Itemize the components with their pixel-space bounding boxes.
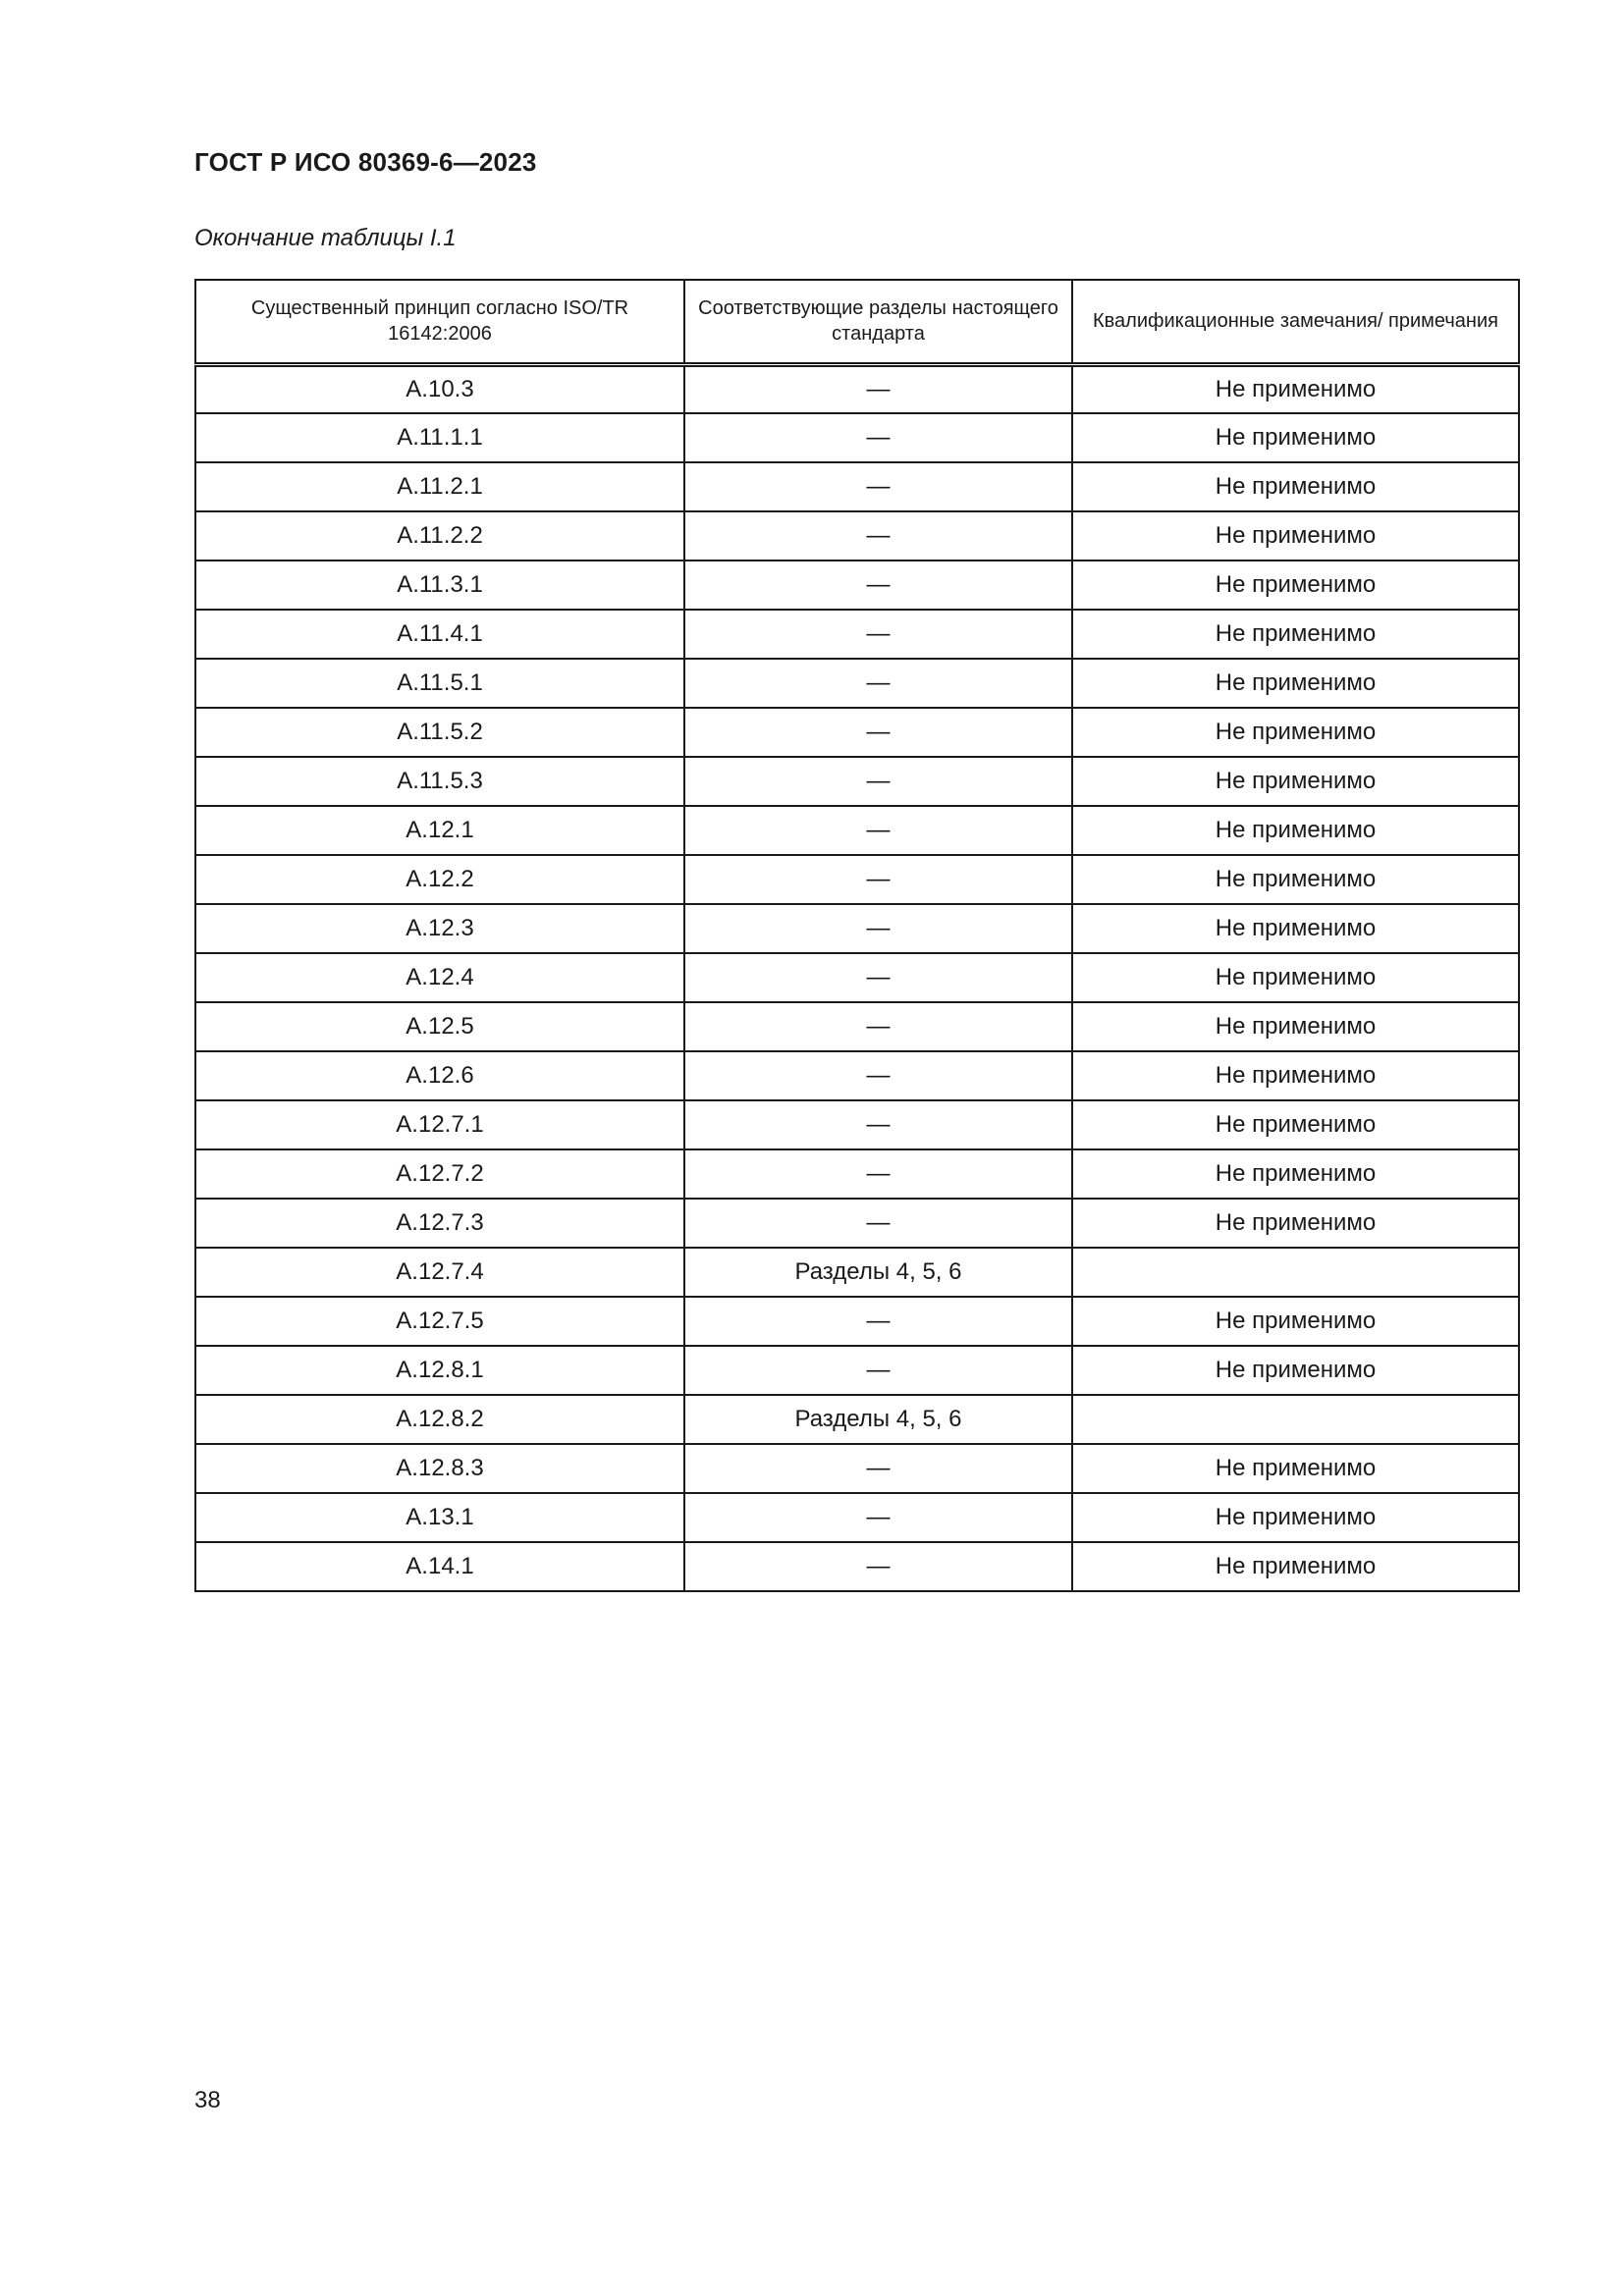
table-row <box>195 610 1519 659</box>
cell-principle: А.12.7.5 <box>195 1297 684 1346</box>
cell-remarks <box>1072 1395 1519 1444</box>
table-row <box>195 855 1519 904</box>
cell-principle: А.11.2.1 <box>195 462 684 511</box>
cell-principle: А.12.7.3 <box>195 1199 684 1248</box>
cell-sections: — <box>684 511 1072 561</box>
cell-remarks: Не применимо <box>1072 1149 1519 1199</box>
cell-sections: — <box>684 1297 1072 1346</box>
cell-sections: — <box>684 806 1072 855</box>
table-row <box>195 904 1519 953</box>
cell-sections: — <box>684 1051 1072 1100</box>
table-row <box>195 364 1519 413</box>
cell-sections: — <box>684 708 1072 757</box>
table-row <box>195 561 1519 610</box>
cell-remarks: Не применимо <box>1072 610 1519 659</box>
cell-remarks: Не применимо <box>1072 855 1519 904</box>
table-caption: Окончание таблицы I.1 <box>194 225 457 251</box>
cell-principle: А.13.1 <box>195 1493 684 1542</box>
cell-remarks: Не применимо <box>1072 659 1519 708</box>
cell-sections: Разделы 4, 5, 6 <box>684 1248 1072 1297</box>
cell-sections: — <box>684 561 1072 610</box>
cell-remarks: Не применимо <box>1072 1002 1519 1051</box>
cell-sections: — <box>684 953 1072 1002</box>
cell-remarks: Не применимо <box>1072 757 1519 806</box>
cell-remarks: Не применимо <box>1072 953 1519 1002</box>
document-code: ГОСТ Р ИСО 80369-6—2023 <box>194 147 537 177</box>
cell-remarks: Не применимо <box>1072 462 1519 511</box>
cell-sections: — <box>684 757 1072 806</box>
cell-sections: Разделы 4, 5, 6 <box>684 1395 1072 1444</box>
cell-principle: А.12.1 <box>195 806 684 855</box>
cell-remarks: Не применимо <box>1072 1051 1519 1100</box>
table-row <box>195 1051 1519 1100</box>
table-header <box>195 280 1519 364</box>
table-row <box>195 708 1519 757</box>
cell-principle: А.11.5.1 <box>195 659 684 708</box>
table-row <box>195 511 1519 561</box>
cell-principle: А.12.5 <box>195 1002 684 1051</box>
cell-remarks: Не применимо <box>1072 1199 1519 1248</box>
cell-principle: А.12.8.3 <box>195 1444 684 1493</box>
cell-remarks: Не применимо <box>1072 1493 1519 1542</box>
cell-remarks: Не применимо <box>1072 364 1519 413</box>
cell-sections: — <box>684 904 1072 953</box>
cell-principle: А.10.3 <box>195 364 684 413</box>
table-row <box>195 806 1519 855</box>
cell-principle: А.11.5.3 <box>195 757 684 806</box>
table-row <box>195 1542 1519 1591</box>
cell-remarks: Не применимо <box>1072 1444 1519 1493</box>
cell-sections: — <box>684 1199 1072 1248</box>
cell-sections: — <box>684 1444 1072 1493</box>
table-row <box>195 1199 1519 1248</box>
column-header-principle: Существенный принцип согласно ISO/TR 16142:2006 <box>195 280 684 364</box>
column-header-sections: Соответствующие разделы настоящего стандарта <box>684 280 1072 364</box>
cell-principle: А.11.4.1 <box>195 610 684 659</box>
cell-remarks: Не применимо <box>1072 511 1519 561</box>
cell-sections: — <box>684 610 1072 659</box>
cell-remarks: Не применимо <box>1072 904 1519 953</box>
cell-principle: А.12.3 <box>195 904 684 953</box>
cell-sections: — <box>684 1100 1072 1149</box>
cell-remarks <box>1072 1248 1519 1297</box>
cell-sections: — <box>684 659 1072 708</box>
table-row <box>195 1297 1519 1346</box>
table-row <box>195 953 1519 1002</box>
cell-remarks: Не применимо <box>1072 1542 1519 1591</box>
table-row <box>195 1149 1519 1199</box>
cell-sections: — <box>684 855 1072 904</box>
cell-remarks: Не применимо <box>1072 561 1519 610</box>
table-row <box>195 1002 1519 1051</box>
cell-principle: А.12.8.2 <box>195 1395 684 1444</box>
cell-remarks: Не применимо <box>1072 708 1519 757</box>
page-number: 38 <box>194 2087 221 2113</box>
cell-remarks: Не применимо <box>1072 1346 1519 1395</box>
cell-principle: А.11.2.2 <box>195 511 684 561</box>
table-body <box>195 364 1519 1591</box>
cell-principle: А.11.5.2 <box>195 708 684 757</box>
table-row <box>195 1100 1519 1149</box>
cell-sections: — <box>684 413 1072 462</box>
cell-sections: — <box>684 1493 1072 1542</box>
cell-remarks: Не применимо <box>1072 806 1519 855</box>
column-header-remarks: Квалификационные замечания/ примечания <box>1072 280 1519 364</box>
cell-principle: А.11.1.1 <box>195 413 684 462</box>
table-row <box>195 659 1519 708</box>
table-row <box>195 1346 1519 1395</box>
table-row <box>195 413 1519 462</box>
table-row <box>195 1248 1519 1297</box>
cell-remarks: Не применимо <box>1072 1100 1519 1149</box>
cell-principle: А.12.7.1 <box>195 1100 684 1149</box>
cell-remarks: Не применимо <box>1072 1297 1519 1346</box>
cell-principle: А.12.6 <box>195 1051 684 1100</box>
cell-sections: — <box>684 1149 1072 1199</box>
cell-sections: — <box>684 364 1072 413</box>
cell-principle: А.12.7.4 <box>195 1248 684 1297</box>
cell-sections: — <box>684 462 1072 511</box>
table-header-row <box>195 280 1519 364</box>
table-row <box>195 462 1519 511</box>
table-row <box>195 1444 1519 1493</box>
cell-principle: А.12.8.1 <box>195 1346 684 1395</box>
principles-table <box>194 279 1520 1592</box>
table-row <box>195 1395 1519 1444</box>
cell-sections: — <box>684 1542 1072 1591</box>
cell-sections: — <box>684 1002 1072 1051</box>
cell-principle: А.11.3.1 <box>195 561 684 610</box>
cell-principle: А.12.4 <box>195 953 684 1002</box>
table-row <box>195 1493 1519 1542</box>
cell-principle: А.14.1 <box>195 1542 684 1591</box>
cell-principle: А.12.2 <box>195 855 684 904</box>
table-row <box>195 757 1519 806</box>
cell-principle: А.12.7.2 <box>195 1149 684 1199</box>
cell-remarks: Не применимо <box>1072 413 1519 462</box>
cell-sections: — <box>684 1346 1072 1395</box>
